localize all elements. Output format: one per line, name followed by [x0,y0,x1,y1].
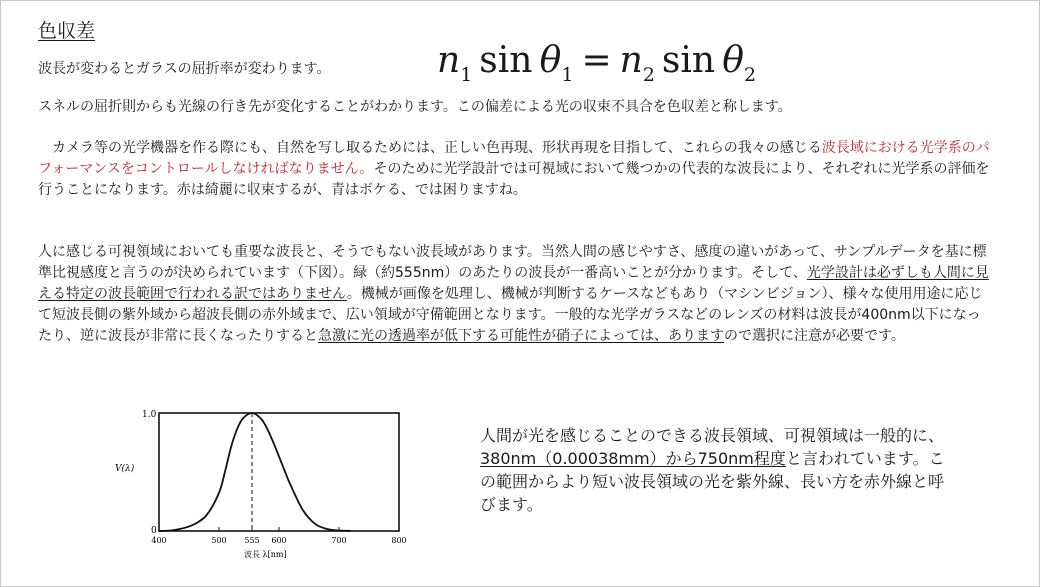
y-axis-label: V(λ) [115,464,135,474]
chart-frame [159,413,399,531]
intro-text: 波長が変わるとガラスの屈折率が変わります。 [38,61,331,77]
paragraph-visible-part-c: ので選択に注意が必要です。 [724,328,905,344]
x-axis-label: 波長 λ[nm] [244,550,287,559]
x-tick-label: 800 [391,536,407,545]
x-tick-label: 400 [151,536,167,545]
paragraph-camera [38,138,993,201]
underlined-text-design: 光学設計は必ずしも人間に見える特定の波長範囲で行われる訳ではありません [38,265,989,302]
page-title: 色収差 [38,20,96,42]
formula-equals: = [581,40,612,81]
y-tick-label-max: 1.0 [142,410,157,420]
formula-sub1: 1 [460,64,473,86]
formula-sin1: sin [479,40,533,81]
formula-n1: n [437,40,461,81]
paragraph-camera-part-a: カメラ等の光学機器を作る際にも、自然を写し取るためには、正しい色再現、形状再現を目指して、これらの我々の感じる [38,140,822,156]
x-tick-labels [151,527,406,545]
underlined-text-transmittance: 急激に光の透過率が低下する可能性が硝子によっては、あります [318,328,724,344]
paragraph-visible-range [38,242,993,347]
note-part-a: 人間が光を感じることのできる波長領域、可視領域は一般的に、 [480,426,945,445]
paragraph-camera-part-b: そのために光学設計では可視域において幾つかの代表的な波長により、それぞれに光学系の評価を行うことになります。赤は綺麗に収束するが、青はボケる、では困りますね。 [38,161,990,198]
x-tick-label: 500 [211,536,227,545]
formula-sub2b: 2 [743,64,757,86]
formula-sub2: 2 [642,64,655,86]
formula-theta2: θ [722,40,744,81]
highlight-red-text: 波長域における光学系のパフォーマンスをコントロールしなければなりません。 [38,140,990,177]
formula-n2: n [619,40,643,81]
formula-sub1b: 1 [561,64,574,86]
underlined-range-text: 380nm（0.00038mm）から750nm程度 [480,449,786,468]
visible-range-note [480,424,950,516]
x-tick-label: 555 [244,536,260,545]
paragraph-snell: スネルの屈折則からも光線の行き先が変化することがわかります。この偏差による光の収束不具合を色収差と称します。 [38,99,792,115]
x-tick-label: 700 [331,536,347,545]
chart-series-line [159,413,351,531]
x-tick-label: 600 [271,536,287,545]
paragraph-visible-part-b: 。機械が画像を処理し、機械が判断するケースなどもあり（マシンビジョン）、様々な使用用途に応じて短波長側の紫外域から超波長側の赤外域まで、広い領域が守備範囲となります。一般的な光学ガラスなどのレンズの材料は波長が400nm以下になったり、逆に波長が非常に長くなったりすると [38,286,983,344]
snell-formula [437,40,757,86]
formula-sin2: sin [661,40,716,81]
formula-theta1: θ [539,40,562,81]
paragraph-visible-part-a: 人に感じる可視領域においても重要な波長と、そうでもない波長域があります。当然人間の感じやすさ、感度の違いがあって、サンプルデータを基に標準比視感度と言うのが決められています（下図）。緑（約555nm）のあたりの波長が一番高いことが分かります。そして、 [38,244,987,281]
y-tick-label-zero: 0 [151,526,157,536]
luminosity-chart [111,405,411,565]
note-part-b: と言われています。この範囲からより短い波長領域の光を紫外線、長い方を赤外線と呼びます。 [480,449,945,514]
